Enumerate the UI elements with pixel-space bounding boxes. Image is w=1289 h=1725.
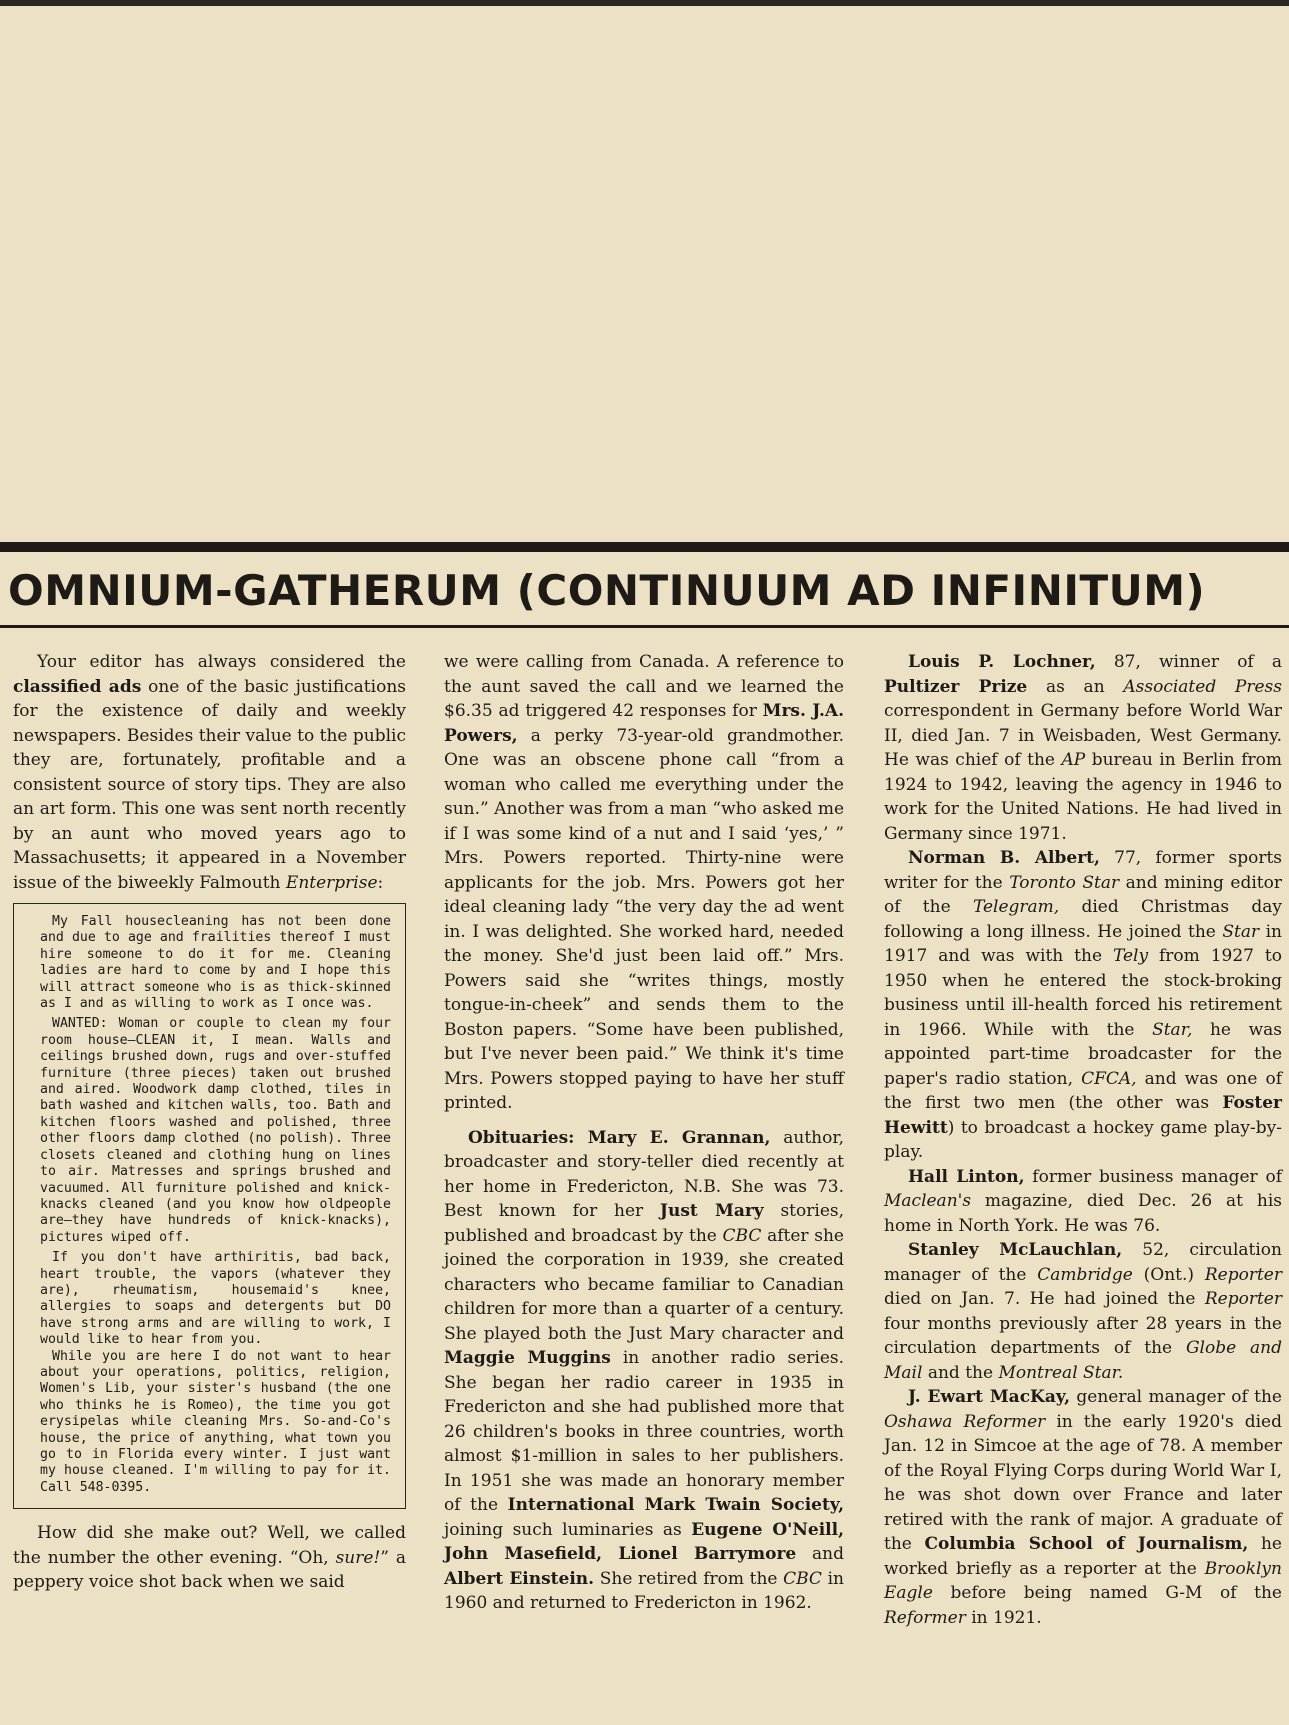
italic-run: Telegram, (972, 897, 1060, 917)
page-top-edge (0, 0, 1289, 6)
column-2 (444, 650, 844, 1616)
italic-run: AP (1061, 750, 1086, 770)
powers-paragraph (444, 650, 844, 1116)
obituary-albert (884, 846, 1282, 1165)
bold-run: Maggie Muggins (444, 1348, 611, 1368)
italic-run: Montreal Star. (998, 1362, 1124, 1383)
text-run: as an (1027, 676, 1124, 697)
text-run: How did she make out? Well, we called the number the other evening. “Oh, (13, 1523, 406, 1568)
text-run: in 1960 and returned to Fredericton in 1962. (444, 1568, 844, 1613)
text-run: stories, published and broadcast by the (444, 1201, 845, 1246)
text-run: and (796, 1544, 844, 1564)
bold-run: classified ads (13, 676, 142, 697)
bold-run: Louis P. Lochner, (908, 652, 1096, 672)
text-run: in 1921. (965, 1607, 1042, 1628)
text-run: four months previously after 28 years in the circulation departments of the (884, 1313, 1282, 1358)
obituary-mclauchlan (884, 1238, 1282, 1385)
text-run: author, broadcaster and story-teller died recently at her home in Fredericton, N.B. She was 73. Best known for her (444, 1127, 844, 1221)
text-run: in another radio series. She began her radio career in 1935 in Fredericton and she had published more that 26 children's books in three countries, worth almost $1-million in sales to her publishers. In 1951 she was made an honorary member of the (444, 1348, 845, 1515)
italic-run: Star (1222, 921, 1260, 942)
text-run: bureau in Berlin from 1924 to 1942, leaving the agency in 1946 to work for the United Nations. He had lived in Germany since 1971. (884, 750, 1282, 844)
text-run: before being named G-M of the (932, 1583, 1282, 1603)
text-run: we were calling from Canada. A reference to the aunt saved the call and we learned the $6.35 ad triggered 42 responses for (444, 652, 844, 721)
italic-run: Tely (1112, 946, 1149, 966)
italic-run: Oshawa Reformer (884, 1411, 1046, 1432)
text-run: died on Jan. 7. He had joined the (884, 1289, 1205, 1309)
text-run: joining such luminaries as (444, 1519, 692, 1540)
classified-ad-box (13, 903, 406, 1509)
obituary-mackay (884, 1385, 1282, 1630)
text-run: and was one of the first two men (the other was (884, 1068, 1282, 1113)
ad-paragraph: While you are here I do not want to hear about your operations, politics, religion, Women's Lib, your sister's husband (the one who thinks he is Romeo), the time you got erysipelas while cleaning Mrs. So-and-Co's house, the price of anything, what town you go to in Florida every winter. I just want my house cleaned. I'm willing to pay for it. Call 548-0395. (40, 1348, 391, 1495)
text-run: (Ont.) (1132, 1264, 1205, 1285)
text-run: general manager of the (1070, 1387, 1282, 1407)
bold-run: Norman B. Albert, (908, 848, 1100, 868)
bold-run: Hall Linton, (908, 1166, 1025, 1187)
text-run: Your editor has always considered the (37, 652, 406, 672)
bold-run: Columbia School of Journalism, (924, 1534, 1249, 1554)
bold-run: Obituaries: Mary E. Grannan, (468, 1127, 771, 1148)
italic-run: CFCA, (1081, 1068, 1137, 1089)
ad-paragraph: If you don't have arthiritis, bad back, heart trouble, the vapors (whatever they are), rheumatism, housemaid's knee, allergies to soaps and detergents but DO have strong arms and are willing to work, I would like to hear from you. (40, 1250, 391, 1348)
italic-run: Cambridge (1037, 1264, 1133, 1285)
italic-run: Associated Press (1123, 676, 1282, 697)
column-1 (13, 650, 406, 1595)
ad-paragraph: WANTED: Woman or couple to clean my four room house—CLEAN it, I mean. Walls and ceilings brushed down, rugs and over-stuffed furniture (three pieces) taken out brushed and aired. Woodwork damp clothed, tiles in bath washed and kitchen walls, too. Bath and kitchen floors washed and polished, three other floors damp clothed (no polish). Three closets cleaned and clothing hung on lines to air. Matresses and springs brushed and vacuumed. All furniture polished and knick-knacks cleaned (and you know how oldpeople are—they have hundreds of knick-knacks), pictures wiped off. (40, 1016, 391, 1245)
text-run: after she joined the corporation in 1939, she created characters who became familiar to Canadian children for more than a quarter of a century. She played both the Just Mary character and (444, 1225, 844, 1344)
obituary-lochner (884, 650, 1282, 846)
text-run: 77, former sports writer for the (884, 848, 1282, 893)
italic-run: Maclean's (884, 1191, 972, 1211)
italic-run: Reporter (1204, 1264, 1282, 1285)
bold-run: Stanley McLauchlan, (908, 1240, 1123, 1260)
text-run: from 1927 to 1950 when he entered the stock-broking business until ill-health forced his retirement in 1966. While with the (884, 946, 1282, 1040)
text-run: She retired from the (594, 1568, 784, 1589)
italic-run: Enterprise (285, 872, 378, 893)
bold-run: Pultizer Prize (884, 676, 1028, 697)
bold-run: J. Ewart MacKay, (908, 1387, 1071, 1407)
text-run: one of the basic justifications for the existence of daily and weekly newspapers. Besides their value to the public they are, fortunately, profitable and a consistent source of story tips. They are also an art form. This one was sent north recently by an aunt who moved years ago to Massachusetts; it appeared in a November issue of the biweekly Falmouth (13, 676, 406, 893)
page-headline: OMNIUM-GATHERUM (CONTINUUM AD INFINITUM) (8, 566, 1206, 615)
text-run: and the (922, 1362, 999, 1383)
intro-paragraph (13, 650, 406, 895)
text-run: he was appointed part-time broadcaster for the paper's radio station, (884, 1019, 1282, 1089)
text-run: in 1917 and was with the (884, 921, 1282, 966)
text-run: 52, circulation manager of the (884, 1240, 1282, 1285)
bold-run: Mrs. J.A. Powers, (444, 701, 845, 746)
text-run: ” a peppery voice shot back when we said (13, 1547, 406, 1593)
text-run: : (377, 872, 384, 893)
ad-paragraph: My Fall housecleaning has not been done and due to age and frailities thereof I must hire someone to do it for me. Cleaning ladies are hard to come by and I hope this will attract someone who is as thick-skinned as I and as willing to work as I once was. (40, 914, 391, 1012)
italic-run: sure! (335, 1547, 381, 1568)
text-run: former business manager of (1024, 1166, 1282, 1187)
italic-run: Brooklyn Eagle (884, 1558, 1282, 1603)
headline-rule-bottom (0, 625, 1289, 628)
italic-run: Toronto Star (1009, 872, 1120, 893)
italic-run: Globe and Mail (884, 1338, 1282, 1383)
text-run: magazine, died Dec. 26 at his home in North York. He was 76. (884, 1191, 1282, 1236)
bold-run: Foster Hewitt (884, 1093, 1282, 1138)
text-run: a perky 73-year-old grandmother. One was an obscene phone call “from a woman who called me everything under the sun.” Another was from a man “who asked me if I was some kind of a nut and I said ‘yes,’ ” Mrs. Powers reported. Thirty-nine were applicants for the job. Mrs. Powers got her ideal cleaning lady “the very day the ad went in. I was delighted. She worked hard, needed the money. She'd just been laid off.” Mrs. Powers said she “writes things, mostly tongue-in-cheek” and sends them to the Boston papers. “Some have been published, but I've never been paid.” We think it's time Mrs. Powers stopped paying to have her stuff printed. (444, 725, 844, 1113)
bold-run: Albert Einstein. (444, 1568, 595, 1589)
headline-rule-top (0, 542, 1289, 552)
text-run: in the early 1920's died Jan. 12 in Simcoe at the age of 78. A member of the Royal Flying Corps during World War I, he was shot down over France and later retired with the rank of major. A graduate of the (884, 1411, 1282, 1554)
text-run: 87, winner of a (1095, 652, 1282, 672)
followup-paragraph (13, 1521, 406, 1595)
bold-run: International Mark Twain Society, (507, 1495, 844, 1515)
italic-run: Reformer (884, 1607, 966, 1628)
italic-run: Star, (1152, 1019, 1193, 1040)
italic-run: Reporter (1204, 1289, 1282, 1309)
italic-run: CBC (783, 1568, 822, 1589)
column-3 (884, 650, 1282, 1630)
italic-run: CBC (722, 1225, 762, 1246)
text-run: ) to broadcast a hockey game play-by-play. (884, 1117, 1282, 1162)
bold-run: Eugene O'Neill, John Masefield, Lionel Barrymore (444, 1519, 844, 1564)
bold-run: Just Mary (659, 1201, 764, 1221)
text-run: and mining editor of the (884, 872, 1282, 917)
obituary-linton (884, 1165, 1282, 1239)
text-run: correspondent in Germany before World War II, died Jan. 7 in Weisbaden, West Germany. He was chief of the (884, 701, 1282, 770)
obituary-grannan (444, 1126, 844, 1616)
text-run: he worked briefly as a reporter at the (884, 1534, 1282, 1579)
text-run: died Christmas day following a long illness. He joined the (884, 897, 1282, 942)
